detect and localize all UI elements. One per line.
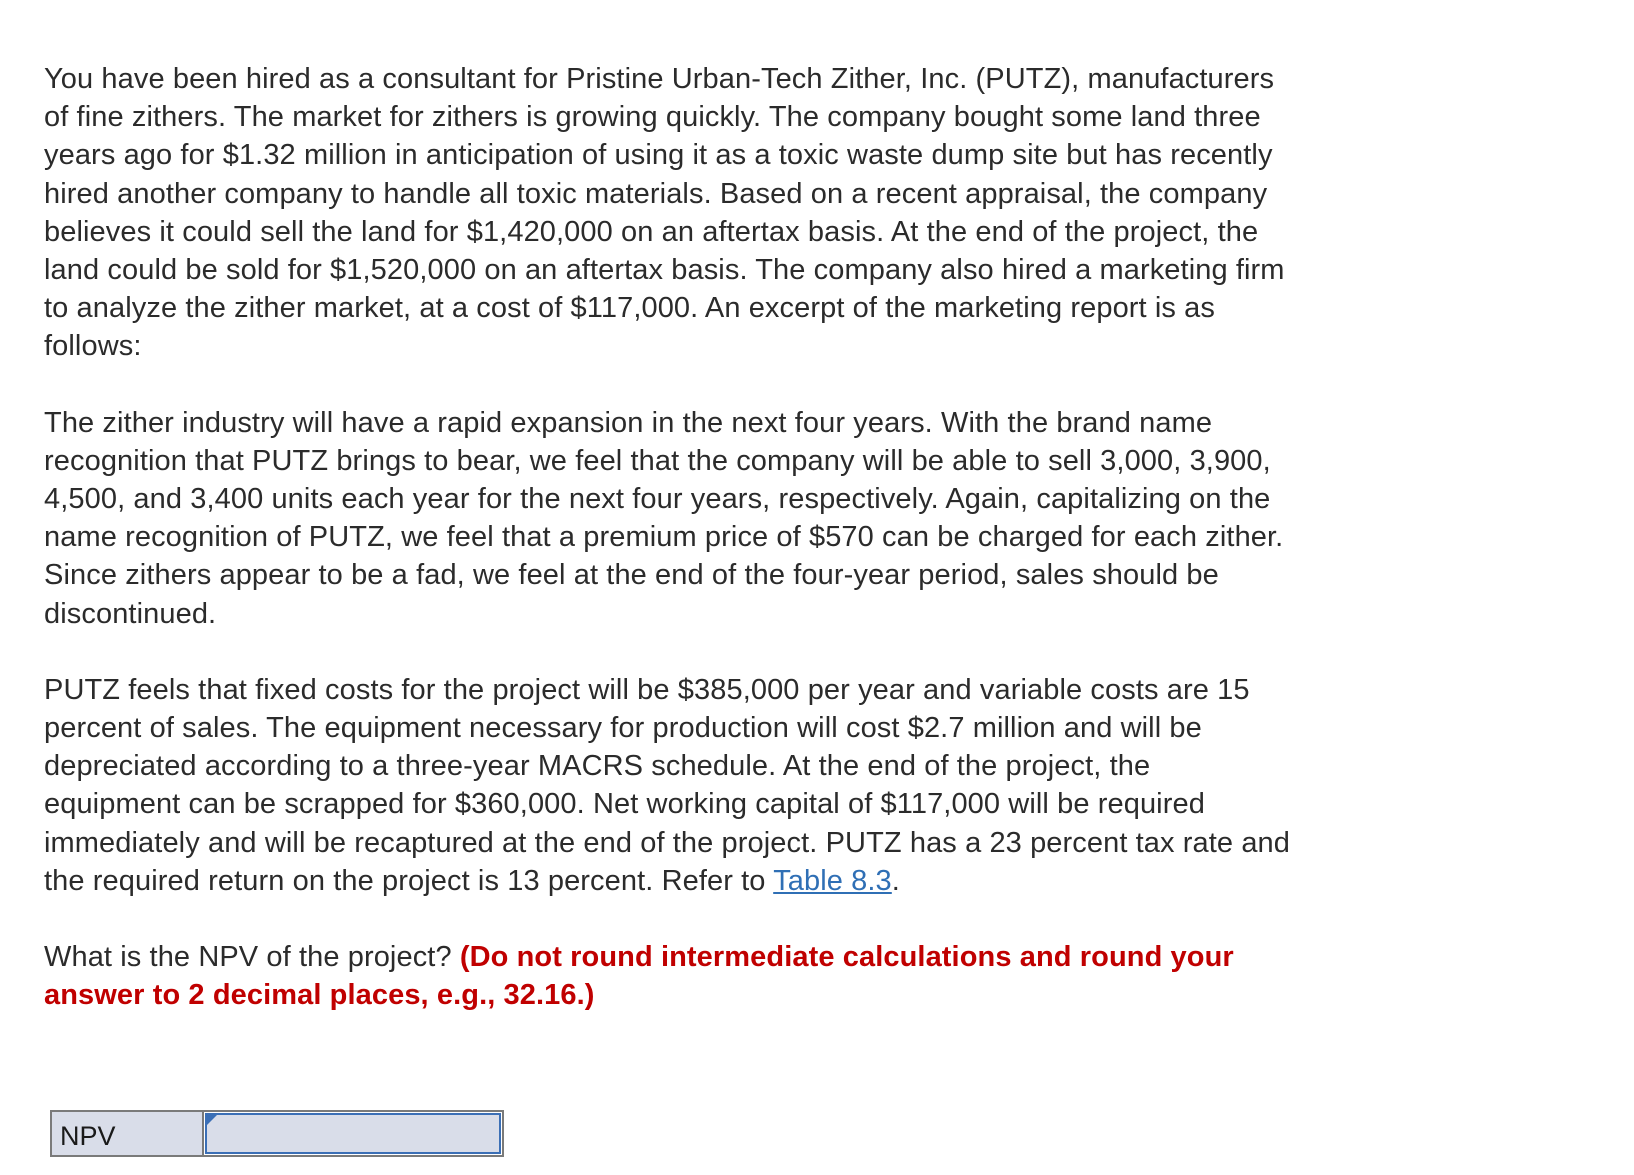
- question-content: [44, 60, 1294, 1052]
- rounding-instruction: (Do not round intermediate calculations and round your answer to 2 decimal places, e.g., 32.16.): [44, 941, 1234, 1012]
- paragraph-3-end: .: [891, 864, 900, 897]
- problem-paragraph-3: [44, 671, 1294, 900]
- table-8-3-link[interactable]: Table 8.3: [773, 864, 892, 897]
- npv-input[interactable]: [205, 1113, 501, 1154]
- question-prompt: [44, 938, 1294, 1014]
- problem-paragraph-2: The zither industry will have a rapid expansion in the next four years. With the brand name recognition that PUTZ brings to bear, we feel that the company will be able to sell 3,000, 3,900, 4,500, and 3,400 units each year for the next four years, respectively. Again, capitalizing on the name recognition of PUTZ, we feel that a premium price of $570 can be charged for each zither. Since zithers appear to be a fad, we feel at the end of the four-year period, sales should be discontinued.: [44, 406, 1284, 630]
- npv-label: NPV: [50, 1110, 202, 1157]
- npv-input-cell: [202, 1110, 504, 1157]
- npv-answer-row: [50, 1110, 504, 1157]
- cell-corner-marker-icon: [206, 1114, 218, 1126]
- problem-paragraph-1: You have been hired as a consultant for Pristine Urban-Tech Zither, Inc. (PUTZ), manufacturers of fine zithers. The market for zithers is growing quickly. The company bought some land three years ago for $1.32 million in anticipation of using it as a toxic waste dump site but has recently hired another company to handle all toxic materials. Based on a recent appraisal, the company believes it could sell the land for $1,420,000 on an aftertax basis. At the end of the project, the land could be sold for $1,520,000 on an aftertax basis. The company also hired a marketing firm to analyze the zither market, at a cost of $117,000. An excerpt of the marketing report is as follows:: [44, 63, 1285, 363]
- paragraph-3-text: PUTZ feels that fixed costs for the project will be $385,000 per year and variable costs are 15 percent of sales. The equipment necessary for production will cost $2.7 million and will be depreciated according to a three-year MACRS schedule. At the end of the project, the equipment can be scrapped for $360,000. Net working capital of $117,000 will be required immediately and will be recaptured at the end of the project. PUTZ has a 23 percent tax rate and the required return on the project is 13 percent. Refer to: [44, 673, 1291, 897]
- question-text: What is the NPV of the project?: [44, 941, 460, 974]
